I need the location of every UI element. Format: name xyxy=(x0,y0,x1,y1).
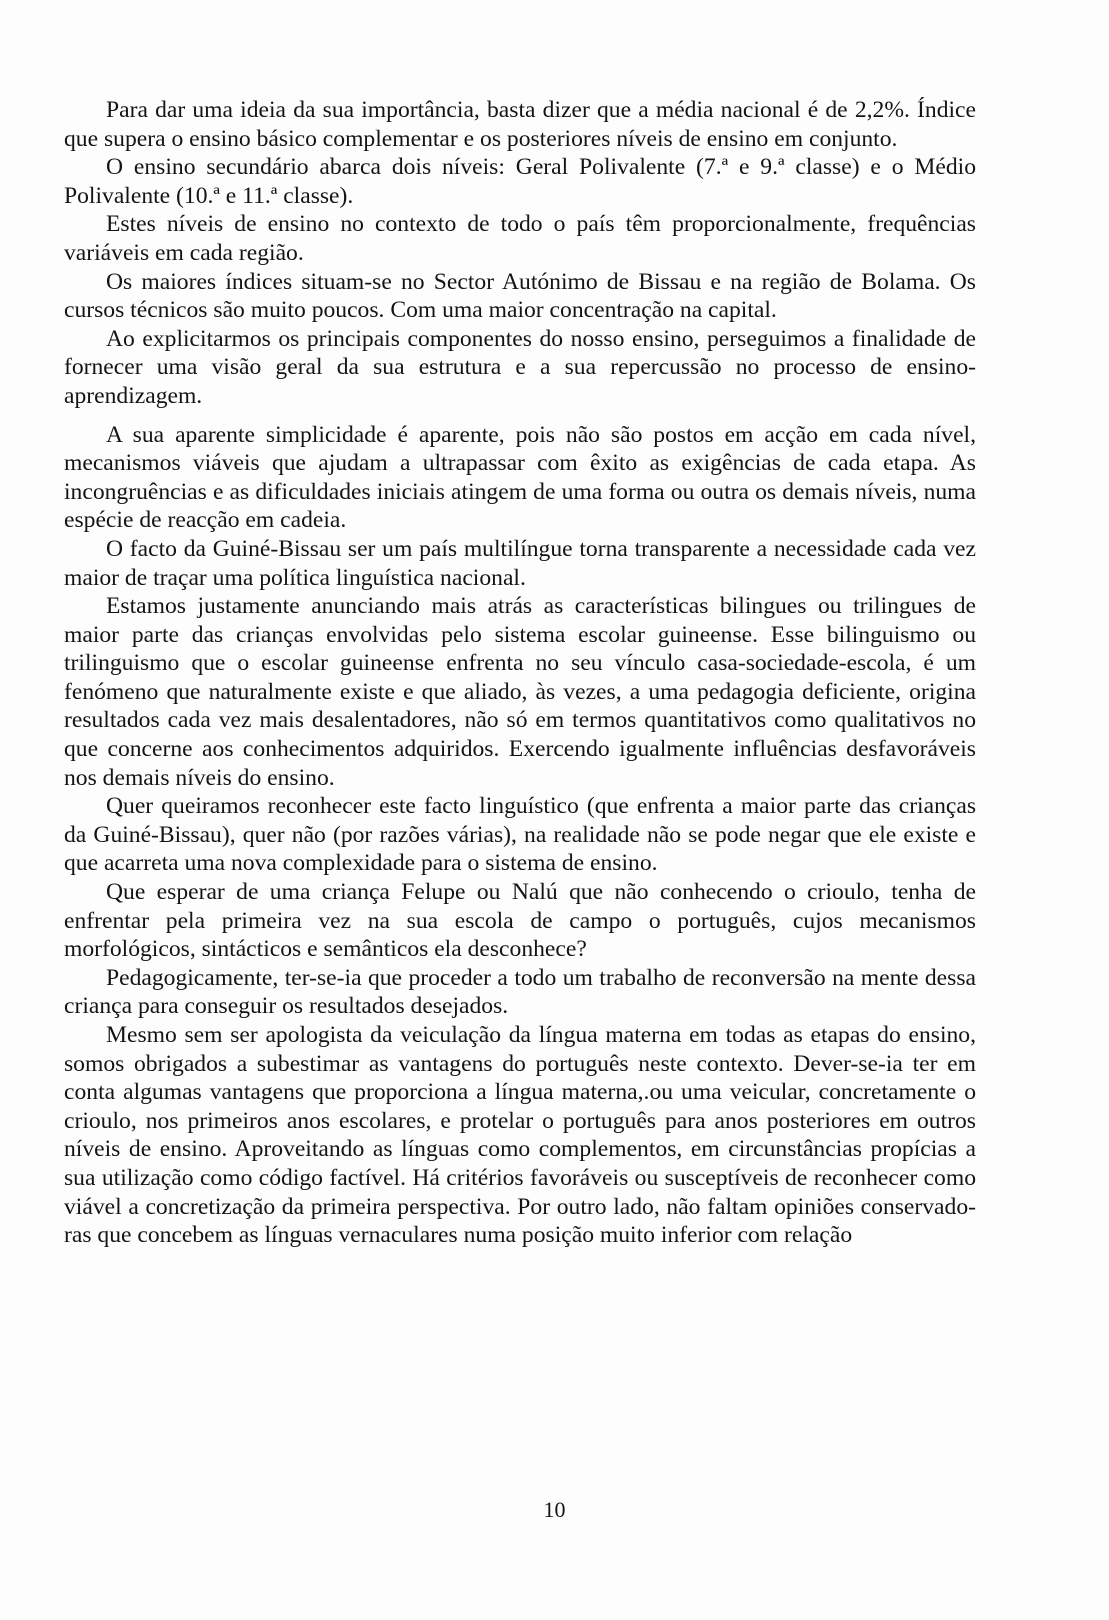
paragraph: Pedagogicamente, ter-se-ia que proceder a todo um trabalho de reconversão na mente dessa criança para conseguir os resultados desejados. xyxy=(64,964,976,1020)
paragraph: Estes níveis de ensino no contexto de todo o país têm proporcionalmente, frequências variáveis em cada região. xyxy=(64,211,976,266)
paragraph: Quer queiramos reconhecer este facto linguístico (que enfrenta a maior parte das crianças da Guiné-Bissau), quer não (por razões várias), na realidade não se pode negar que ele existe e que acarreta uma nova complexidade para o sistema de ensino. xyxy=(64,793,976,877)
paragraph: O ensino secundário abarca dois níveis: Geral Polivalente (7.ª e 9.ª classe) e o Médio Polivalente (10.ª e 11.ª classe). xyxy=(64,154,976,209)
paragraph: Ao explicitarmos os principais componentes do nosso ensino, perseguimos a finalidade de fornecer uma visão geral da sua estrutura e a sua repercussão no processo de ensino-aprendizagem. xyxy=(64,325,976,409)
paragraph: Para dar uma ideia da sua importância, basta dizer que a média nacional é de 2,2%. Índice que supera o ensino básico complementar e os posteriores níveis de ensino em conjunto. xyxy=(64,97,976,152)
paragraph: Estamos justamente anunciando mais atrás as características bilingues ou trilingues de maior parte das crianças envolvidas pelo sistema escolar guineense. Esse bilinguismo ou trilinguismo que o escolar guineense enfrenta no seu vínculo casa-sociedade-escola, é um fenómeno que naturalmente existe e que aliado, às vezes, a uma pedagogia deficiente, origina resultados cada vez mais desalentadores, não só em termos quantitativos como qualitativos no que concerne aos conhecimentos adquiridos. Exercendo igualmente influências desfavoráveis nos demais níveis do ensino. xyxy=(64,593,976,791)
page-number: 10 xyxy=(543,1497,566,1522)
paragraph: O facto da Guiné-Bissau ser um país multilíngue torna transparente a necessidade cada vez maior de traçar uma política linguística nacional. xyxy=(64,535,976,591)
body-text xyxy=(64,96,976,1250)
paragraph: A sua aparente simplicidade é aparente, pois não são postos em acção em cada nível, mecanismos viáveis que ajudam a ultrapassar com êxito as exigências de cada etapa. As incongruências e as dificuldades iniciais atingem de uma forma ou outra os demais níveis, numa espécie de reacção em cadeia. xyxy=(64,421,976,534)
paragraph: Mesmo sem ser apologista da veiculação da língua materna em todas as etapas do ensino, somos obrigados a subestimar as vantagens do português neste contexto. Dever-se-ia ter em conta algumas vantagens que proporciona a língua materna,.ou uma veicular, concretamente o crioulo, nos primeiros anos escolares, e protelar o português para anos posteriores em outros níveis de ensino. Aproveitando as línguas como complementos, em circunstâncias propícias a sua utilização como código factível. Há critérios favoráveis ou susceptíveis de reconhecer como viável a concretização da primeira perspectiva. Por outro lado, não faltam opiniões conservadoras que concebem as línguas vernaculares numa posição muito inferior com relação xyxy=(64,1022,976,1249)
paragraph: Que esperar de uma criança Felupe ou Nalú que não conhecendo o crioulo, tenha de enfrentar pela primeira vez na sua escola de campo o português, cujos mecanismos morfológicos, sintácticos e semânticos ela desconhece? xyxy=(64,879,976,963)
paragraph: Os maiores índices situam-se no Sector Autónimo de Bissau e na região de Bolama. Os cursos técnicos são muito poucos. Com uma maior concentração na capital. xyxy=(64,268,976,324)
